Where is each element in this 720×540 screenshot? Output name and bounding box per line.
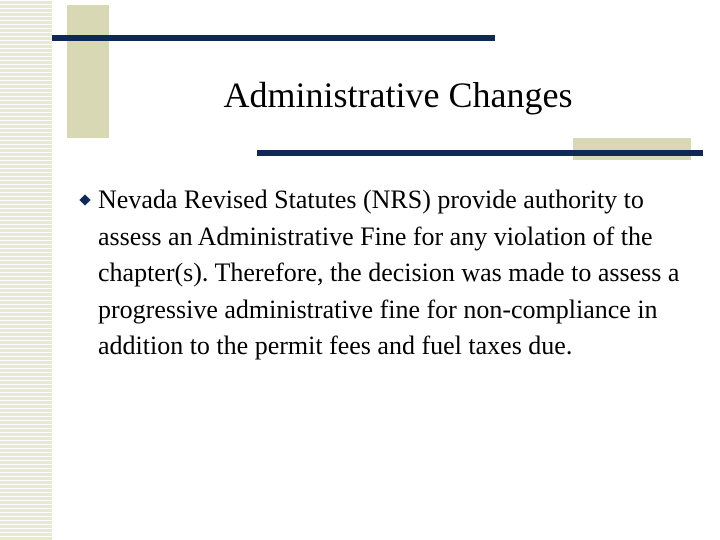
bullet-text: Nevada Revised Statutes (NRS) provide authority to assess an Administrative Fine for any violation of the chapter(s). Therefore, the decision was made to assess a progressive administrative fine for non-compliance in addition to the permit fees and fuel taxes due.	[98, 185, 680, 360]
title-rule-bottom	[257, 150, 703, 156]
decorative-stripe-column	[0, 0, 52, 540]
slide-title: Administrative Changes	[223, 75, 573, 115]
decorative-olive-block-bottom	[573, 138, 691, 160]
title-rule-top	[52, 35, 495, 41]
diamond-bullet-icon	[78, 182, 98, 220]
bullet-item	[78, 182, 698, 365]
